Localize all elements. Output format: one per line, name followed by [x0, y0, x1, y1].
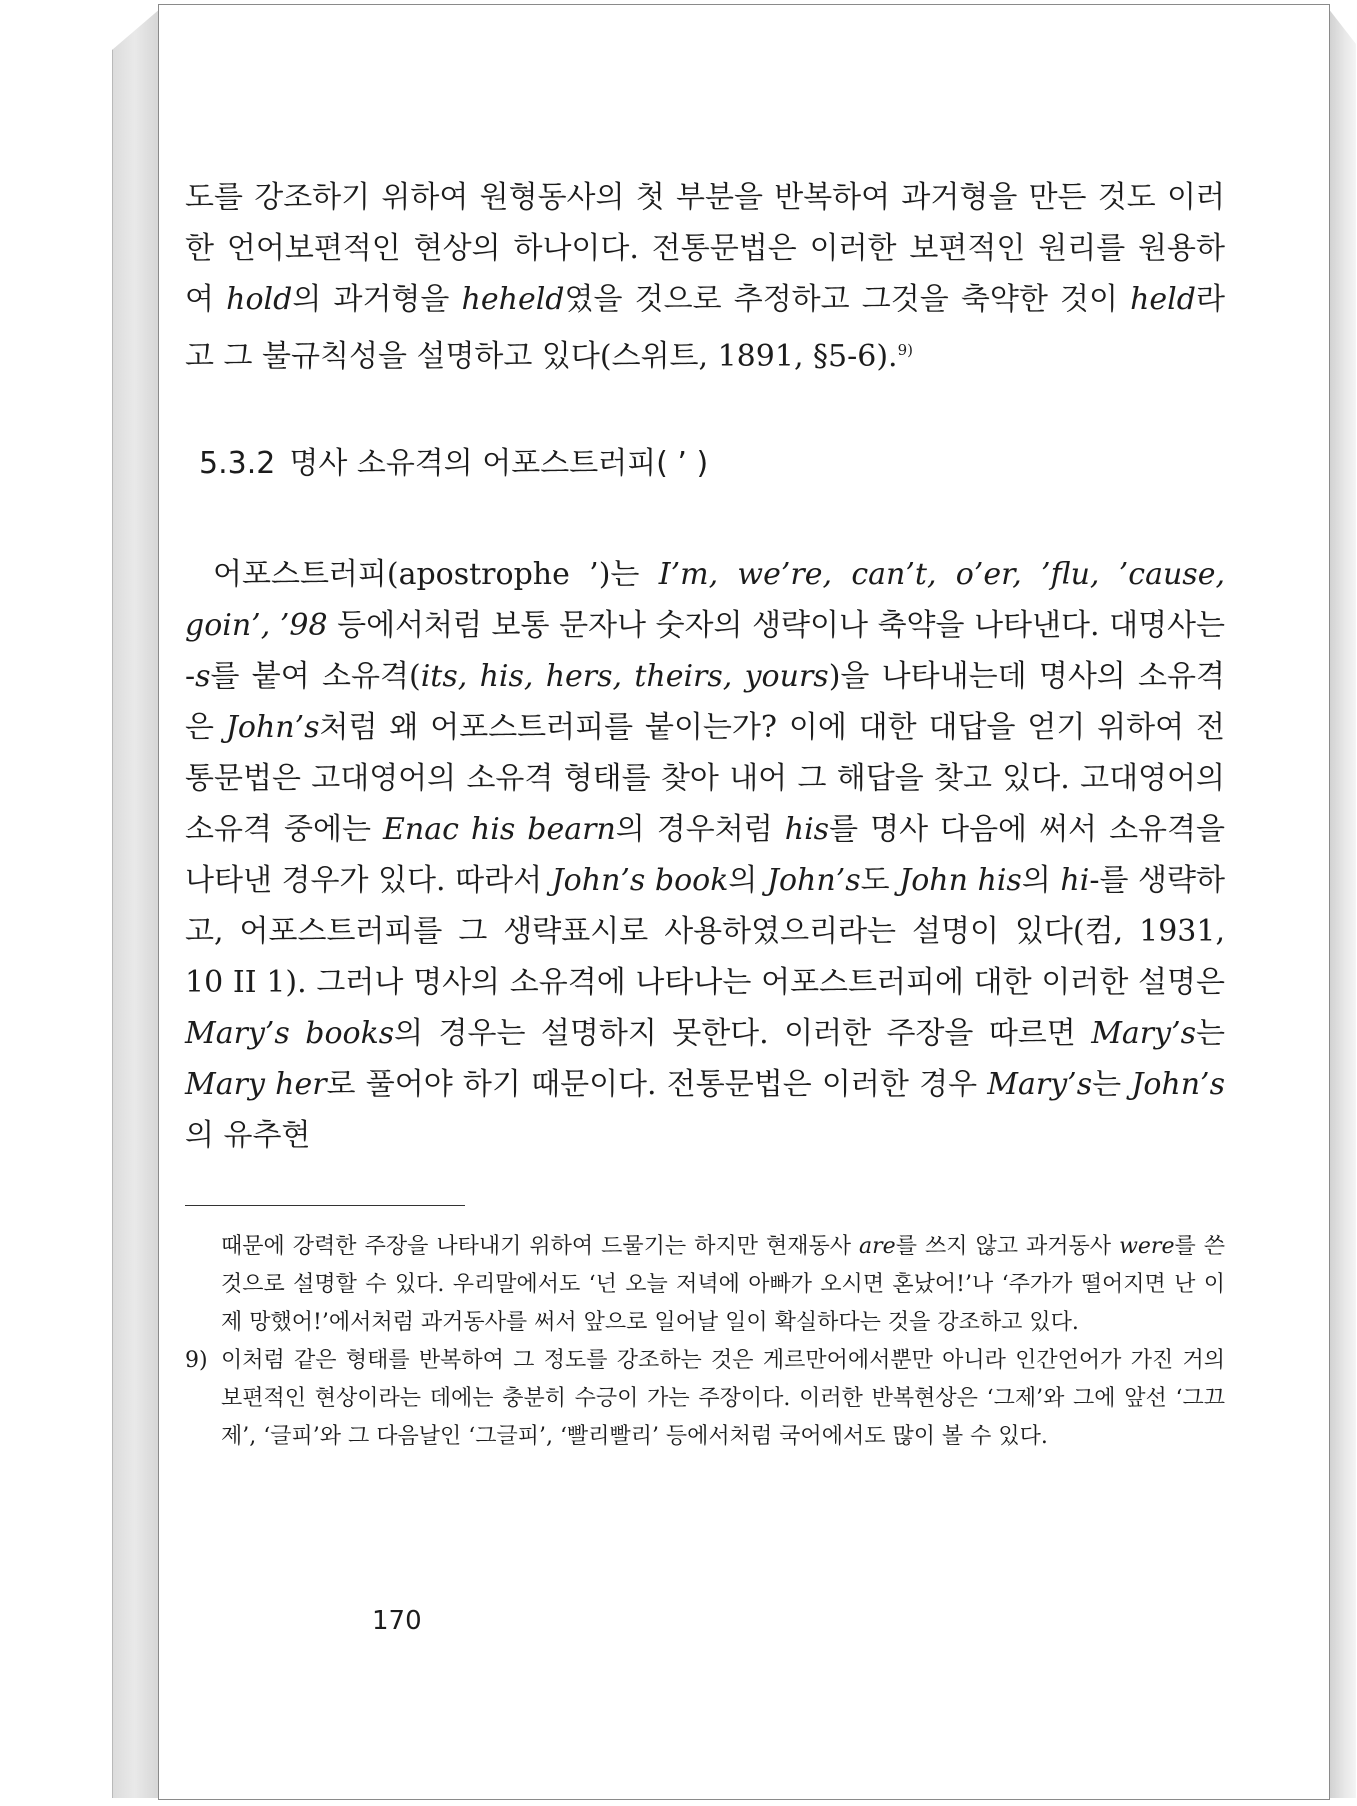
text-run: 때문에 강력한 주장을 나타내기 위하여 드물기는 하지만 현재동사 — [221, 1234, 860, 1259]
text-run: 처럼 왜 어포스트러피를 붙이는가? 이에 대한 대답을 얻기 위하여 전통문법은 고대영어의 소유격 형태를 찾아 내어 그 해답을 찾고 있다. 고대영어의 소유격 중에는 — [185, 710, 1225, 847]
text-run: 를 명사 다음에 써서 소유격을 나타낸 경우가 있다. 따라서 — [185, 812, 1225, 898]
text-run: 를 붙여 소유격( — [210, 659, 421, 694]
text-run: 를 쓴 것으로 설명할 수 있다. 우리말에서도 ‘넌 오늘 저녁에 아빠가 오시면 혼났어!’나 ‘주가가 떨어지면 난 이제 망했어!’에서처럼 과거동사를 써서 앞으로 일어날 일이 확실하다는 것을 강조하고 있다. — [221, 1234, 1225, 1335]
text-run: 등에서처럼 보통 문자나 숫자의 생략이나 축약을 나타낸다. 대명사는 - — [185, 608, 1226, 694]
italic-term: held — [1130, 282, 1196, 317]
italic-term: were — [1119, 1234, 1175, 1259]
text-run: 의 — [728, 863, 767, 898]
italic-term: his — [784, 812, 830, 847]
italic-term: I’m, we’re, can’t, o’er, ’flu, ’cause, goin’, ’98 — [185, 557, 1225, 643]
footnote-text: 이처럼 같은 형태를 반복하여 그 정도를 강조하는 것은 게르만어에서뿐만 아니라 인간언어가 가진 거의 보편적인 현상이라는 데에는 충분히 수긍이 가는 주장이다. 이러한 반복현상은 ‘그제’와 그에 앞선 ‘그끄제’, ‘글피’와 그 다음날인 ‘그글피’, ‘빨리빨리’ 등에서처럼 국어에서도 많이 볼 수 있다. — [221, 1348, 1225, 1449]
italic-term: heheld — [461, 282, 565, 317]
text-run: 였을 것으로 추정하고 그것을 축약한 것이 — [564, 282, 1131, 317]
book-spine — [112, 8, 161, 1798]
paragraph-1 — [185, 172, 1225, 382]
footnote-continued — [185, 1228, 1225, 1342]
italic-term: Mary’s — [1091, 1016, 1197, 1051]
italic-term: John’s — [766, 863, 861, 898]
italic-term: John’s — [1131, 1067, 1225, 1102]
footnote-9 — [185, 1342, 1225, 1456]
italic-term: its, his, hers, theirs, yours — [420, 659, 829, 694]
text-run: -를 생략하고, 어포스트러피를 그 생략표시로 사용하였으리라는 설명이 있다(컴, 1931, 10 II 1). 그러나 명사의 소유격에 나타나는 어포스트러피에 대한 이러한 설명은 — [185, 863, 1225, 1000]
text-run: 의 경우는 설명하지 못한다. 이러한 주장을 따르면 — [394, 1016, 1092, 1051]
text-run: 를 쓰지 않고 과거동사 — [895, 1234, 1120, 1259]
page-number: 170 — [372, 1606, 422, 1636]
text-run: 의 과거형을 — [292, 282, 462, 317]
text-run: 어포스트러피(apostrophe ’)는 — [213, 557, 659, 592]
text-run: 의 경우처럼 — [615, 812, 785, 847]
text-run: )을 나타내는데 명사의 소유격은 — [185, 659, 1225, 745]
section-heading — [199, 438, 1225, 489]
paragraph-2 — [185, 549, 1225, 1161]
italic-term: Mary her — [185, 1067, 327, 1102]
text-run: 라고 그 불규칙성을 설명하고 있다(스위트, 1891, §5-6). — [185, 282, 1225, 374]
text-run: 의 — [1021, 863, 1061, 898]
footnote-divider — [185, 1205, 465, 1206]
italic-term: s — [195, 659, 211, 694]
italic-term: are — [859, 1234, 896, 1259]
text-run: 의 유추현 — [185, 1118, 311, 1153]
text-run: 도 — [860, 863, 900, 898]
text-run: 는 — [1196, 1016, 1225, 1051]
section-title: 명사 소유격의 어포스트러피( ’ ) — [289, 446, 709, 481]
italic-term: John his — [899, 863, 1022, 898]
footnote-number: 9) — [185, 1348, 208, 1373]
italic-term: Enac his bearn — [382, 812, 616, 847]
italic-term: John’s book — [551, 863, 729, 898]
footnote-reference: 9) — [897, 341, 913, 359]
page-content — [185, 172, 1225, 1456]
book-right-edge — [1328, 8, 1356, 1798]
italic-term: hi — [1060, 863, 1090, 898]
italic-term: hold — [226, 282, 293, 317]
italic-term: Mary’s books — [185, 1016, 395, 1051]
text-run: 는 — [1092, 1067, 1132, 1102]
italic-term: John’s — [225, 710, 320, 745]
italic-term: Mary’s — [987, 1067, 1093, 1102]
text-run: 도를 강조하기 위하여 원형동사의 첫 부분을 반복하여 과거형을 만든 것도 이러한 언어보편적인 현상의 하나이다. 전통문법은 이러한 보편적인 원리를 원용하여 — [185, 180, 1225, 317]
text-run: 로 풀어야 하기 때문이다. 전통문법은 이러한 경우 — [326, 1067, 988, 1102]
section-number: 5.3.2 — [199, 446, 276, 481]
